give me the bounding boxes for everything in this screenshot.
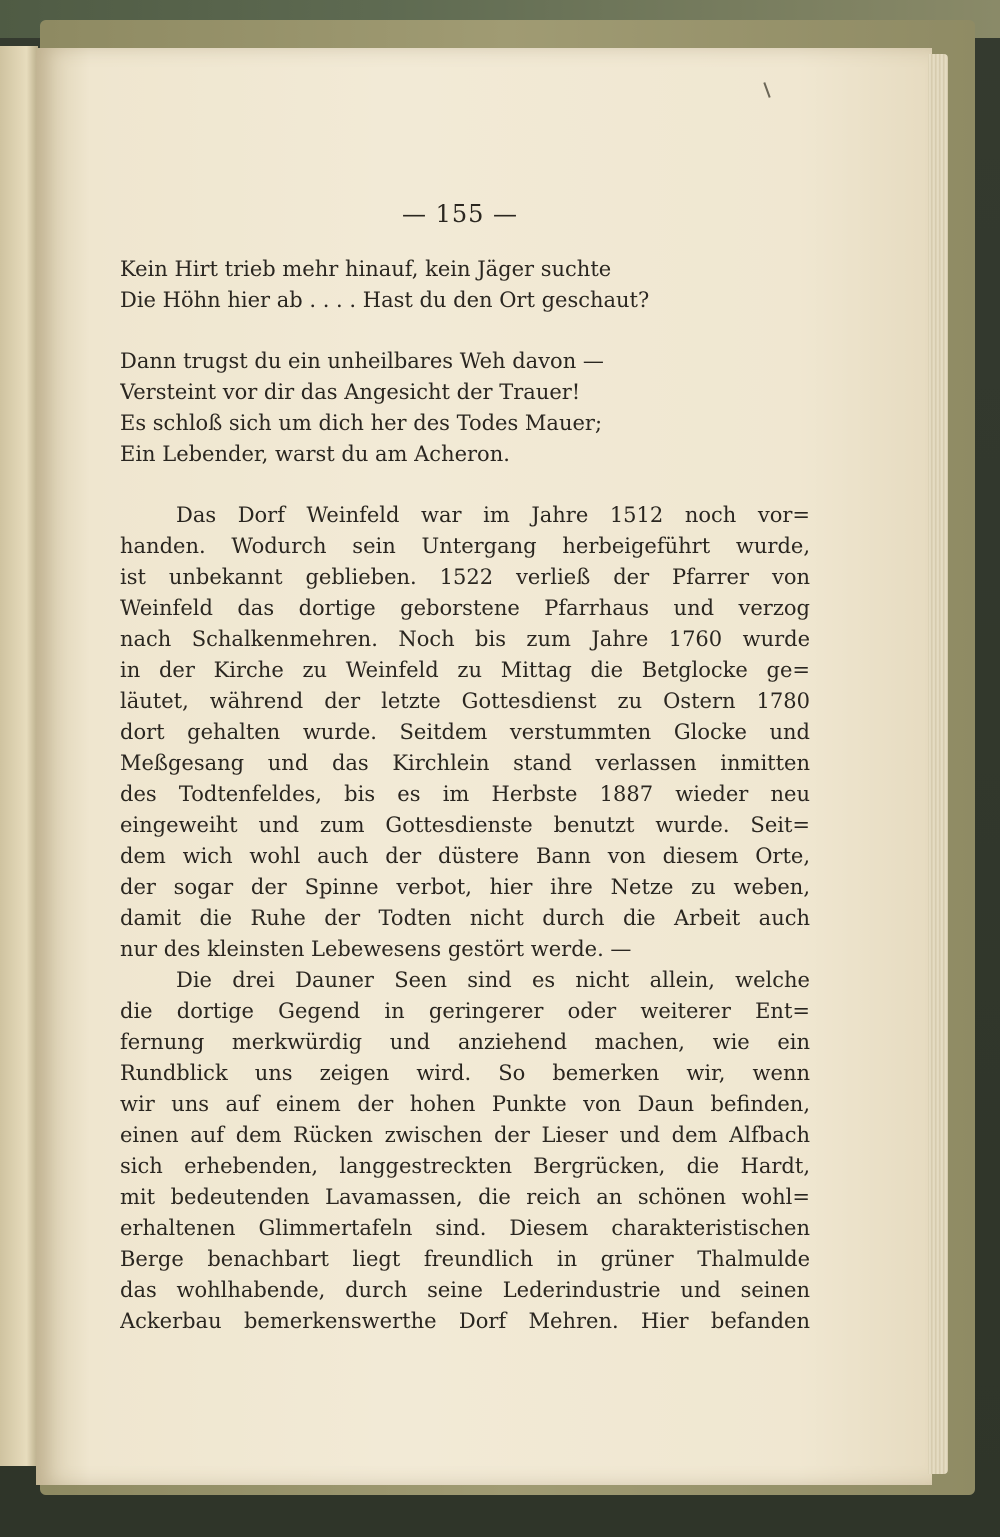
prose-line: handen. Wodurch sein Untergang herbeigeführt wurde,: [120, 534, 810, 558]
prose-line: Die drei Dauner Seen sind es nicht allein, welche: [176, 968, 810, 992]
previous-page-edge: [0, 46, 38, 1466]
prose-line: dort gehalten wurde. Seitdem verstummten Glocke und: [120, 720, 810, 744]
verse-line: Es schloß sich um dich her des Todes Mauer;: [120, 411, 603, 435]
verse-line: Versteint vor dir das Angesicht der Trauer!: [120, 380, 581, 404]
prose-paragraph-2: [120, 965, 810, 1337]
page-number: — 155 —: [401, 200, 519, 228]
verse-stanza-2: [120, 346, 810, 470]
prose-line: nur des kleinsten Lebewesens gestört werde. —: [120, 937, 632, 961]
prose-line: ist unbekannt geblieben. 1522 verließ der Pfarrer von: [120, 565, 810, 589]
verse-line: Dann trugst du ein unheilbares Weh davon —: [120, 349, 604, 373]
page-stack-edges: [928, 54, 948, 1474]
prose-line: Das Dorf Weinfeld war im Jahre 1512 noch vor=: [176, 503, 810, 527]
page-text: [120, 254, 810, 1337]
prose-line: damit die Ruhe der Todten nicht durch die Arbeit auch: [120, 906, 810, 930]
prose-line: fernung merkwürdig und anziehend machen, wie ein: [120, 1030, 810, 1054]
prose-line: das wohlhabende, durch seine Lederindustrie und seinen: [120, 1278, 810, 1302]
prose-line: wir uns auf einem der hohen Punkte von Daun befinden,: [120, 1092, 810, 1116]
prose-line: Berge benachbart liegt freundlich in grüner Thalmulde: [120, 1247, 810, 1271]
prose-line: Meßgesang und das Kirchlein stand verlassen inmitten: [120, 751, 810, 775]
prose-line: in der Kirche zu Weinfeld zu Mittag die Betglocke ge=: [120, 658, 810, 682]
prose-line: einen auf dem Rücken zwischen der Lieser und dem Alfbach: [120, 1123, 810, 1147]
verse-line: Die Höhn hier ab . . . . Hast du den Ort geschaut?: [120, 288, 650, 312]
prose-line: erhaltenen Glimmertafeln sind. Diesem charakteristischen: [120, 1216, 810, 1240]
prose-line: eingeweiht und zum Gottesdienste benutzt wurde. Seit=: [120, 813, 810, 837]
prose-line: nach Schalkenmehren. Noch bis zum Jahre 1760 wurde: [120, 627, 810, 651]
prose-line: Ackerbau bemerkenswerthe Dorf Mehren. Hier befanden: [120, 1309, 810, 1333]
prose-line: die dortige Gegend in geringerer oder weiterer Ent=: [120, 999, 810, 1023]
verse-line: Kein Hirt trieb mehr hinauf, kein Jäger suchte: [120, 257, 612, 281]
prose-line: dem wich wohl auch der düstere Bann von diesem Orte,: [120, 844, 810, 868]
prose-line: des Todtenfeldes, bis es im Herbste 1887 wieder neu: [120, 782, 810, 806]
prose-line: sich erhebenden, langgestreckten Bergrücken, die Hardt,: [120, 1154, 810, 1178]
prose-line: Rundblick uns zeigen wird. So bemerken wir, wenn: [120, 1061, 810, 1085]
prose-line: Weinfeld das dortige geborstene Pfarrhaus und verzog: [120, 596, 810, 620]
prose-line: mit bedeutenden Lavamassen, die reich an schönen wohl=: [120, 1185, 810, 1209]
prose-paragraph-1: [120, 500, 810, 965]
verse-line: Ein Lebender, warst du am Acheron.: [120, 442, 510, 466]
prose-line: läutet, während der letzte Gottesdienst zu Ostern 1780: [120, 689, 810, 713]
verse-stanza-1: [120, 254, 810, 316]
prose-line: der sogar der Spinne verbot, hier ihre Netze zu weben,: [120, 875, 810, 899]
